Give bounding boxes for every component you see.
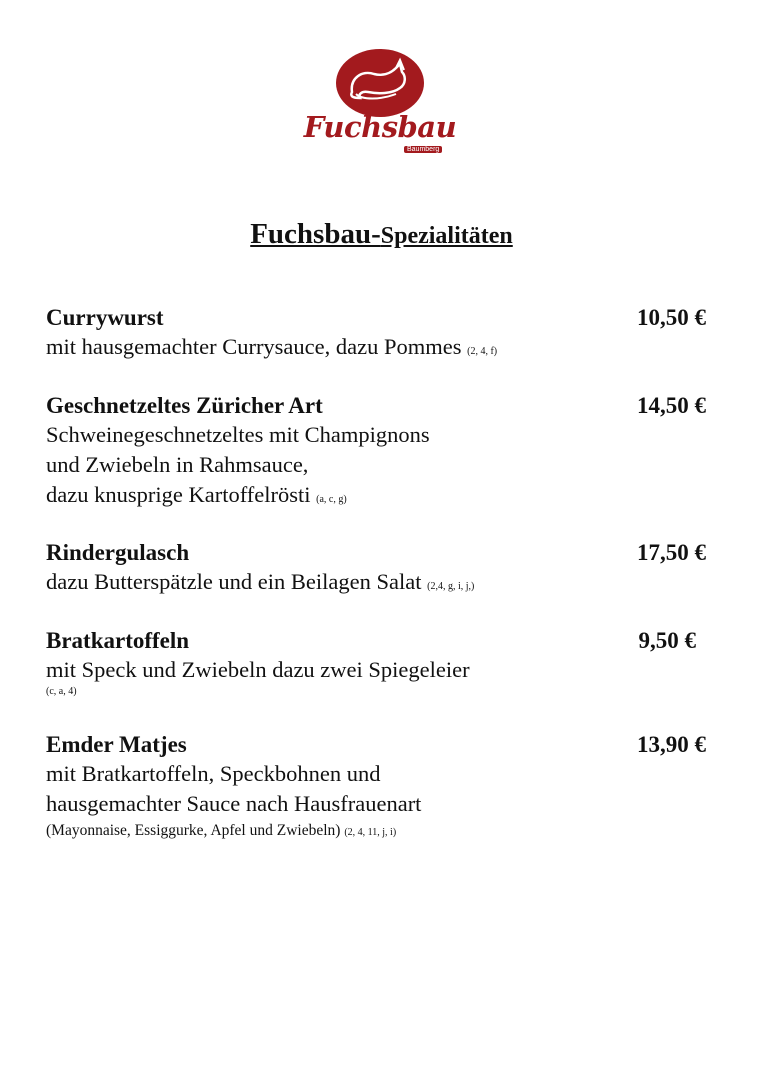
dish-description: mit Speck und Zwiebeln dazu zwei Spiegeleier	[46, 657, 470, 682]
allergen-codes: (2, 4, 11, j, i)	[344, 827, 397, 838]
dish-name: Emder Matjes	[46, 732, 187, 757]
dish-note: (Mayonnaise, Essiggurke, Apfel und Zwiebeln) (2, 4, 11, j, i)	[46, 822, 397, 839]
title-main: Fuchsbau-	[250, 218, 381, 250]
menu-item	[46, 730, 706, 845]
menu-item	[46, 538, 706, 602]
dish-description: dazu knusprige Kartoffelrösti (a, c, g)	[46, 482, 347, 507]
dish-price: 17,50 €	[637, 540, 706, 565]
allergen-codes: (2, 4, f)	[467, 346, 498, 357]
menu-item	[46, 626, 696, 699]
menu-item	[46, 391, 706, 515]
allergen-codes: (c, a, 4)	[46, 686, 77, 697]
title-sub: Spezialitäten	[380, 223, 513, 249]
dish-price: 9,50 €	[638, 628, 696, 653]
logo-wordmark: Fuchsbau	[303, 110, 457, 144]
dish-description: und Zwiebeln in Rahmsauce,	[46, 452, 309, 477]
dish-price: 14,50 €	[637, 393, 706, 418]
allergen-codes: (a, c, g)	[316, 494, 347, 505]
fuchsbau-logo	[300, 48, 460, 160]
dish-description: dazu Butterspätzle und ein Beilagen Salat (2,4, g, i, j,)	[46, 569, 475, 594]
page-title	[0, 218, 763, 251]
dish-name: Currywurst	[46, 305, 164, 330]
dish-price: 13,90 €	[637, 732, 706, 757]
allergen-codes: (2,4, g, i, j,)	[427, 581, 475, 592]
fox-emblem-icon	[300, 48, 460, 118]
dish-description: mit Bratkartoffeln, Speckbohnen und	[46, 761, 381, 786]
logo-subtitle: Baumberg	[404, 146, 442, 153]
dish-name: Bratkartoffeln	[46, 628, 190, 653]
dish-description: Schweinegeschnetzeltes mit Champignons	[46, 422, 430, 447]
dish-description: hausgemachter Sauce nach Hausfrauenart	[46, 791, 422, 816]
dish-name: Rindergulasch	[46, 540, 190, 565]
dish-description: mit hausgemachter Currysauce, dazu Pommes (2, 4, f)	[46, 334, 498, 359]
dish-name: Geschnetzeltes Züricher Art	[46, 393, 323, 418]
dish-price: 10,50 €	[637, 305, 706, 330]
menu-item	[46, 303, 706, 367]
